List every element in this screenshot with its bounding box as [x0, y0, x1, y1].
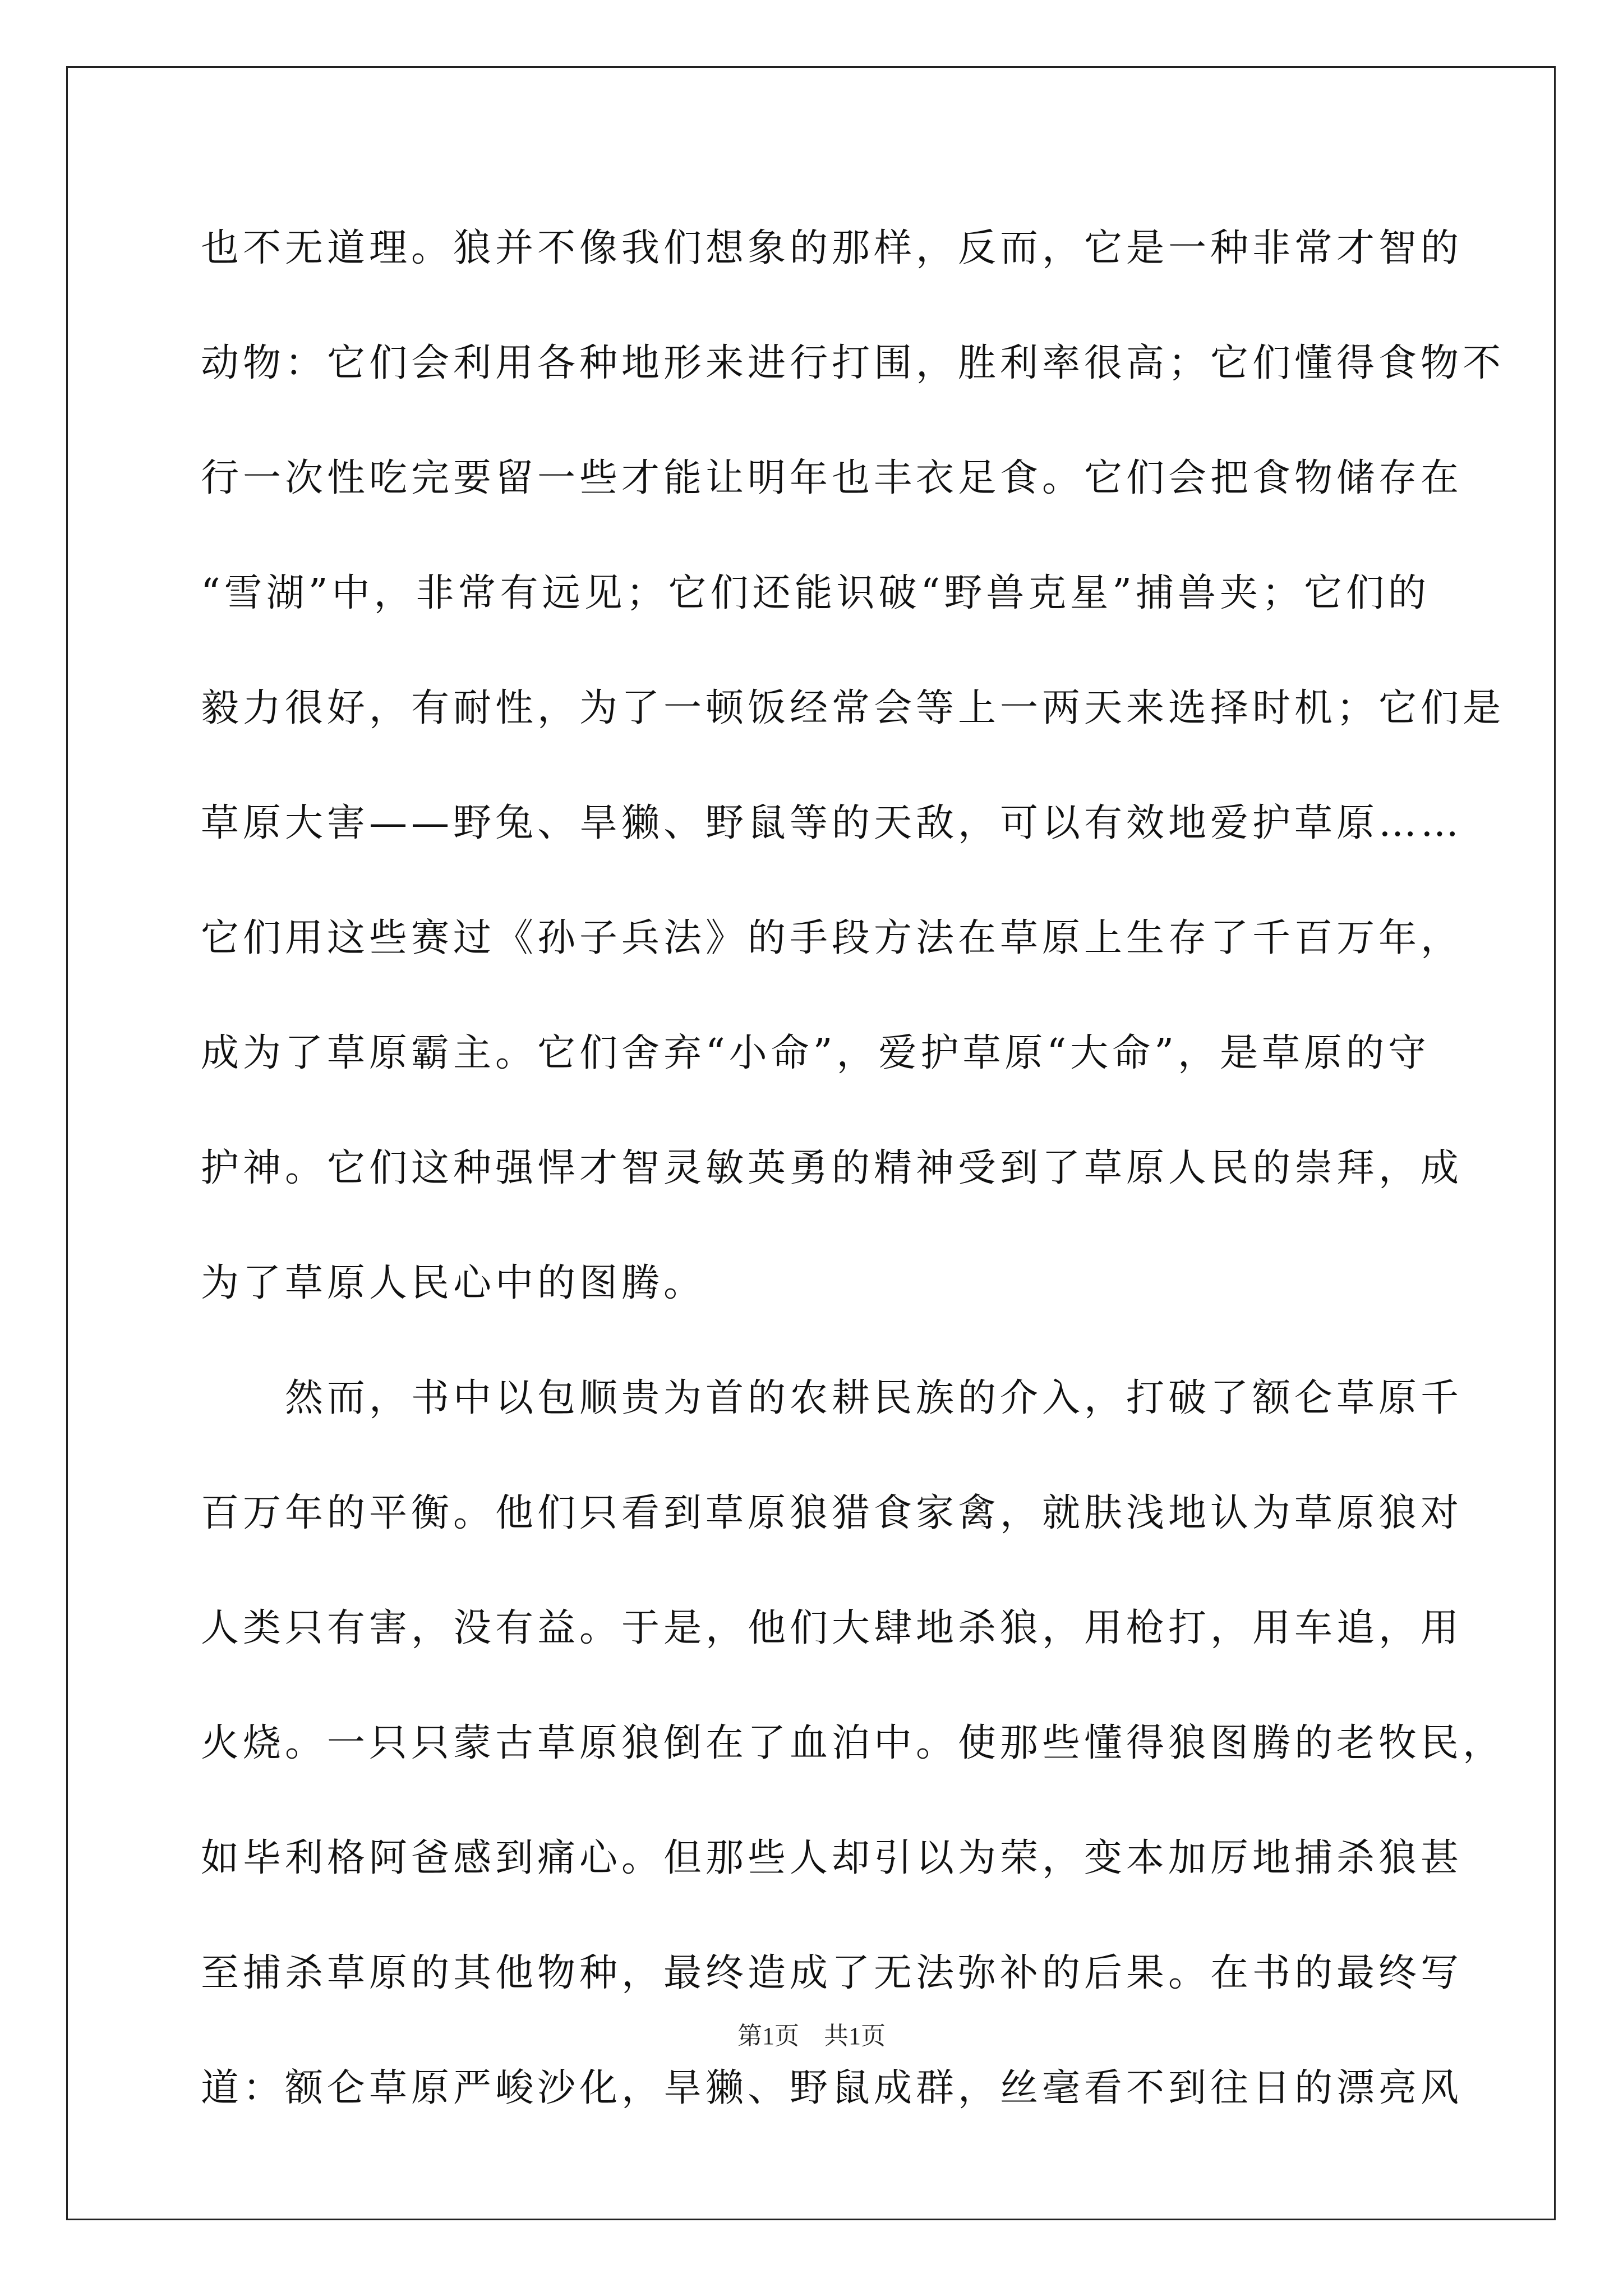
text-line: 百万年的平衡。他们只看到草原狼猎食家禽，就肤浅地认为草原狼对: [201, 1491, 1463, 1535]
text-line: 火烧。一只只蒙古草原狼倒在了血泊中。使那些懂得狼图腾的老牧民，: [201, 1721, 1505, 1765]
text-line: 如毕利格阿爸感到痛心。但那些人却引以为荣，变本加厉地捕杀狼甚: [201, 1836, 1463, 1880]
text-line: 草原大害——野兔、旱獭、野鼠等的天敌，可以有效地爱护草原……: [201, 801, 1463, 845]
text-line: 成为了草原霸主。它们舍弃“小命”，爱护草原“大命”，是草原的守: [201, 1031, 1431, 1075]
text-line: 也不无道理。狼并不像我们想象的那样，反而，它是一种非常才智的: [201, 226, 1463, 270]
text-line: 道：额仑草原严峻沙化，旱獭、野鼠成群，丝毫看不到往日的漂亮风: [201, 2066, 1463, 2110]
text-line: 然而，书中以包顺贵为首的农耕民族的介入，打破了额仑草原千: [201, 1376, 1463, 1420]
text-line: 护神。它们这种强悍才智灵敏英勇的精神受到了草原人民的崇拜，成: [201, 1146, 1463, 1190]
page-footer: 第1页 共1页: [737, 2022, 886, 2050]
text-line: 至捕杀草原的其他物种，最终造成了无法弥补的后果。在书的最终写: [201, 1951, 1463, 1995]
text-line: 为了草原人民心中的图腾。: [201, 1261, 706, 1305]
document-body: [201, 218, 1505, 2173]
text-line: 人类只有害，没有益。于是，他们大肆地杀狼，用枪打，用车追，用: [201, 1606, 1463, 1650]
text-line: 它们用这些赛过《孙子兵法》的手段方法在草原上生存了千百万年，: [201, 916, 1463, 960]
text-line: 行一次性吃完要留一些才能让明年也丰衣足食。它们会把食物储存在: [201, 456, 1463, 500]
text-line: “雪湖”中，非常有远见；它们还能识破“野兽克星”捕兽夹；它们的: [201, 571, 1431, 615]
text-line: 毅力很好，有耐性，为了一顿饭经常会等上一两天来选择时机；它们是: [201, 686, 1505, 730]
text-line: 动物：它们会利用各种地形来进行打围，胜利率很高；它们懂得食物不: [201, 341, 1505, 385]
